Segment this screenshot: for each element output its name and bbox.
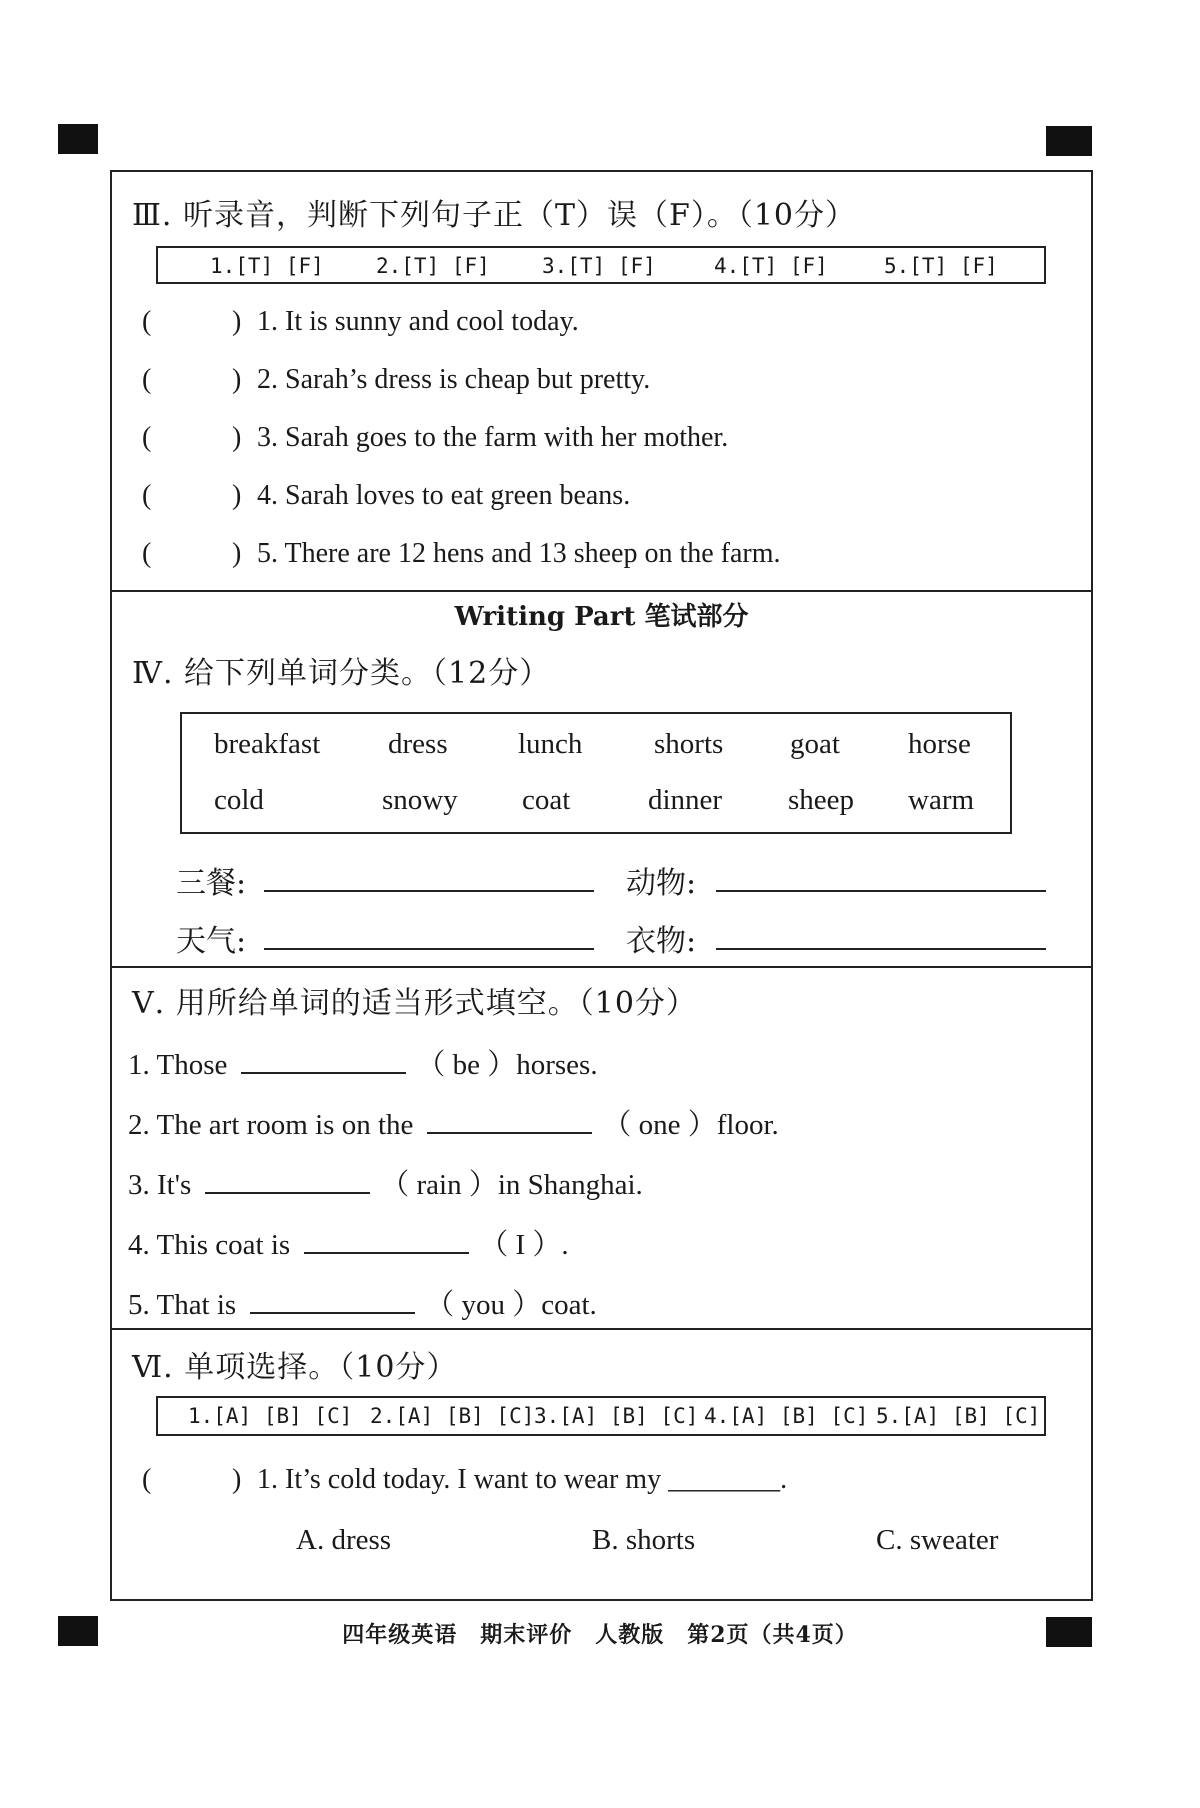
word-bank-item: sheep <box>788 784 855 816</box>
fill-in-question: 3. It's （ rain ）in Shanghai. <box>128 1169 643 1201</box>
category-answer-weather[interactable] <box>264 948 594 950</box>
word-bank <box>180 712 1012 834</box>
answer-blank[interactable] <box>304 1230 469 1254</box>
answer-bubble-group[interactable]: 3.[A] [B] [C] <box>534 1404 699 1428</box>
word-bank-item: goat <box>790 728 840 760</box>
section5-heading: Ⅴ. 用所给单词的适当形式填空。（10分） <box>132 986 697 1021</box>
fill-in-question: 5. That is （ you ）coat. <box>128 1289 597 1321</box>
answer-bubble-group[interactable]: 2.[A] [B] [C] <box>370 1404 535 1428</box>
answer-blank[interactable] <box>250 1290 415 1314</box>
alignment-marker-top-right <box>1046 126 1092 156</box>
word-bank-item: snowy <box>382 784 458 816</box>
section-divider <box>112 1328 1091 1330</box>
answer-bubble-group[interactable]: 2.[T] [F] <box>376 254 490 278</box>
section3-heading: Ⅲ. 听录音，判断下列句子正（T）误（F）。（10分） <box>132 198 857 233</box>
word-bank-item: lunch <box>518 728 583 760</box>
word-bank-item: breakfast <box>214 728 321 760</box>
category-label-meals: 三餐: <box>176 866 247 901</box>
choice-option-c[interactable]: C. sweater <box>876 1524 999 1556</box>
exam-page-frame: Ⅲ. 听录音，判断下列句子正（T）误（F）。（10分） 1.[T] [F] 2.[T] [F] 3.[T] [F] 4.[T] [F] 5.[T] [F] ( ) 1. It is sunny and cool today. ( ) 2. Sarah’s dress is cheap but pretty. ( ) 3. Sarah goes to the farm with her mother. ( ) 4. Sarah loves to eat green beans. ( ) 5. There are 12 hens and 13 sheep on the farm. Writing Part 笔试部分 Ⅳ. 给下列单词分类。（12分） breakfast dress lunch shorts goat horse cold snowy coat dinner sheep warm 三餐: 动物: 天气: 衣物: Ⅴ. 用所给单词的适当形式填空。（10分） 1. Those （ be ）horses. 2. The art room is on the （ one ）floor. 3. It's （ rain ）in Shanghai. 4. This coat is （ I ）. 5. That is （ you ）coat. Ⅵ. 单项选择。（10分） 1.[A] [B] [C] 2.[A] [B] [C] 3.[A] [B] [C] 4.[A] [B] [C] 5.[A] [B] [C] ( ) 1. It’s cold today. I want to wear my ________. A. dress B. shorts C. sweater <box>110 170 1093 1601</box>
writing-part-title: Writing Part 笔试部分 <box>454 602 749 632</box>
choice-option-a[interactable]: A. dress <box>296 1524 392 1556</box>
category-answer-clothes[interactable] <box>716 948 1046 950</box>
answer-blank[interactable] <box>205 1170 370 1194</box>
answer-bubble-group[interactable]: 4.[A] [B] [C] <box>704 1404 869 1428</box>
answer-bubble-group[interactable]: 3.[T] [F] <box>542 254 656 278</box>
answer-blank[interactable] <box>241 1050 406 1074</box>
section4-heading: Ⅳ. 给下列单词分类。（12分） <box>132 656 551 691</box>
category-answer-animals[interactable] <box>716 890 1046 892</box>
choice-option-b[interactable]: B. shorts <box>592 1524 696 1556</box>
word-bank-item: dress <box>388 728 448 760</box>
word-bank-item: dinner <box>648 784 723 816</box>
answer-bubble-group[interactable]: 5.[T] [F] <box>884 254 998 278</box>
answer-bubble-group[interactable]: 4.[T] [F] <box>714 254 828 278</box>
category-label-clothes: 衣物: <box>626 924 697 959</box>
section6-answer-sheet <box>156 1396 1046 1436</box>
fill-in-question: 2. The art room is on the （ one ）floor. <box>128 1109 779 1141</box>
section3-answer-sheet <box>156 246 1046 284</box>
category-label-weather: 天气: <box>176 924 247 959</box>
word-bank-item: cold <box>214 784 264 816</box>
category-answer-meals[interactable] <box>264 890 594 892</box>
page-footer: 四年级英语 期末评价 人教版 第2页（共4页） <box>342 1622 858 1648</box>
fill-in-question: 1. Those （ be ）horses. <box>128 1049 598 1081</box>
alignment-marker-top-left <box>58 124 98 154</box>
category-label-animals: 动物: <box>626 866 697 901</box>
word-bank-item: warm <box>908 784 975 816</box>
section6-heading: Ⅵ. 单项选择。（10分） <box>132 1350 458 1385</box>
fill-in-question: 4. This coat is （ I ）. <box>128 1229 569 1261</box>
word-bank-item: horse <box>908 728 971 760</box>
answer-bubble-group[interactable]: 5.[A] [B] [C] <box>876 1404 1041 1428</box>
word-bank-item: coat <box>522 784 571 816</box>
answer-bubble-group[interactable]: 1.[T] [F] <box>210 254 324 278</box>
answer-bubble-group[interactable]: 1.[A] [B] [C] <box>188 1404 353 1428</box>
section-divider <box>112 966 1091 968</box>
answer-blank[interactable] <box>427 1110 592 1134</box>
section-divider <box>112 590 1091 592</box>
word-bank-item: shorts <box>654 728 724 760</box>
